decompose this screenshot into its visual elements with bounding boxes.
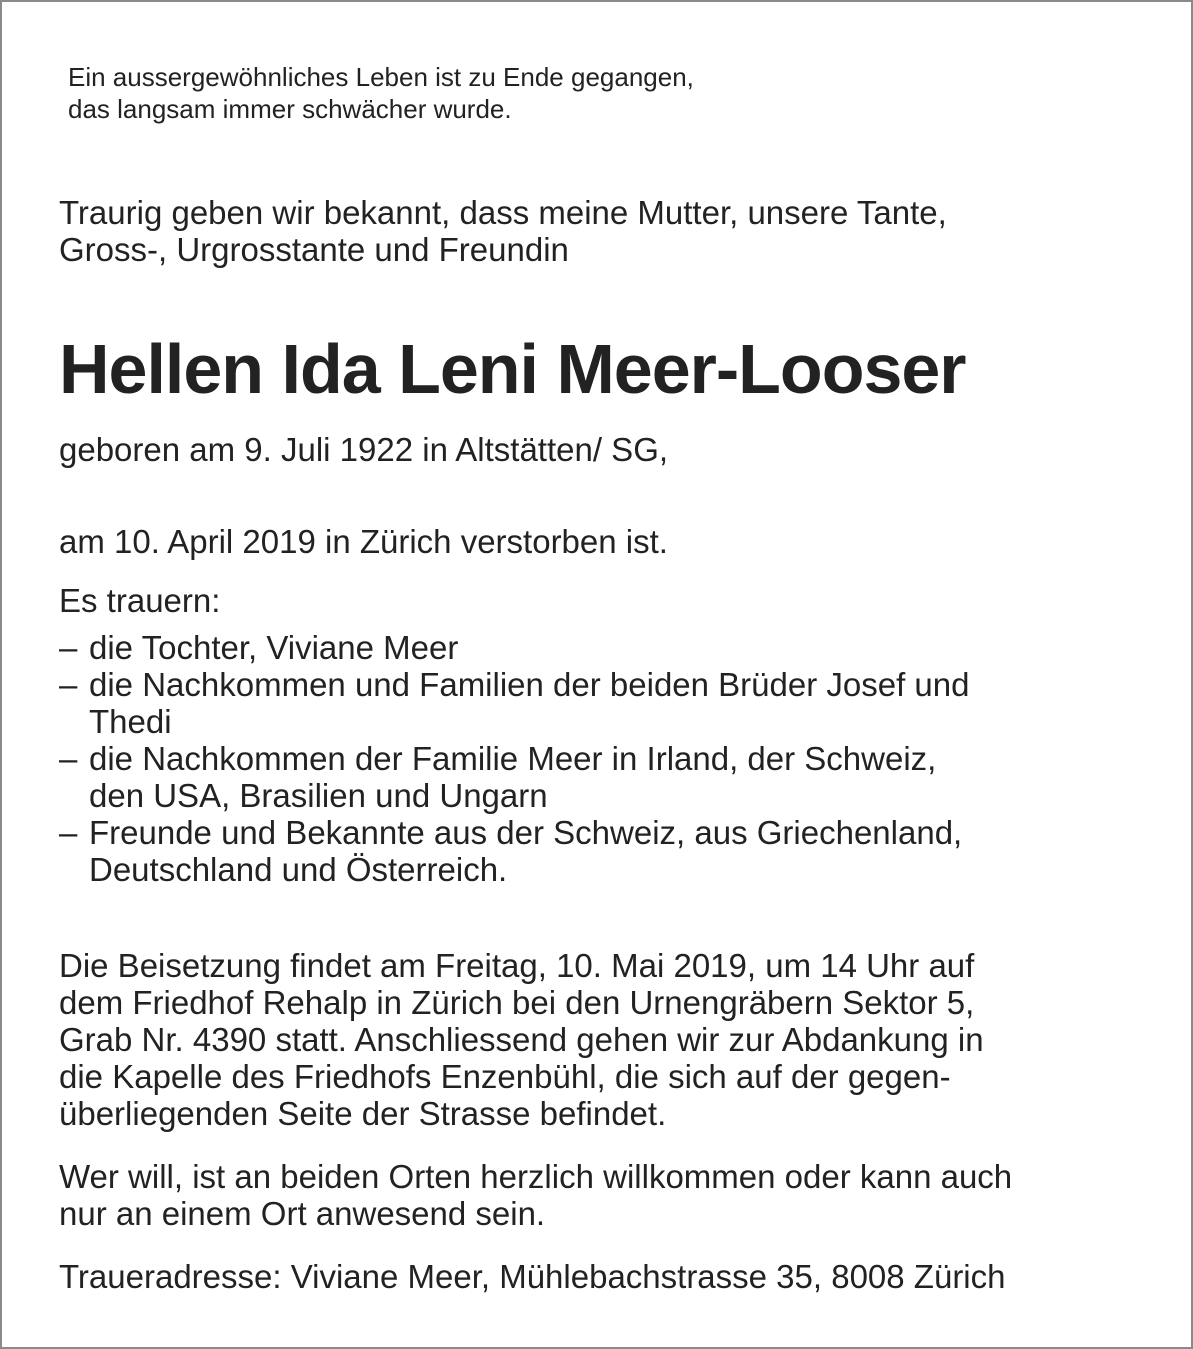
welcome-note-line: Wer will, ist an beiden Orten herzlich willkommen oder kann auch	[59, 1158, 1013, 1195]
mourner-line: den USA, Brasilien und Ungarn	[89, 777, 548, 814]
funeral-info-line: überliegenden Seite der Strasse befindet.	[59, 1095, 667, 1132]
mourner-line: Freunde und Bekannte aus der Schweiz, aus Griechenland,	[89, 814, 963, 851]
funeral-info-line: Grab Nr. 4390 statt. Anschliessend gehen wir zur Abdankung in	[59, 1021, 984, 1058]
funeral-info-line: Die Beisetzung findet am Freitag, 10. Mai 2019, um 14 Uhr auf	[59, 947, 975, 984]
dash-bullet: –	[59, 629, 78, 666]
mourner-item	[59, 629, 970, 666]
motto	[68, 61, 694, 125]
announcement-line: Traurig geben wir bekannt, dass meine Mutter, unsere Tante,	[59, 194, 947, 231]
mourner-line: Thedi	[89, 703, 172, 740]
mourner-item	[59, 666, 970, 740]
dash-bullet: –	[59, 740, 78, 777]
mourner-line: die Nachkommen der Familie Meer in Irland, der Schweiz,	[89, 740, 937, 777]
welcome-note	[59, 1158, 1012, 1232]
funeral-info-line: die Kapelle des Friedhofs Enzenbühl, die sich auf der gegen-	[59, 1058, 951, 1095]
funeral-info	[59, 947, 984, 1132]
mourning-address: Traueradresse: Viviane Meer, Mühlebachstrasse 35, 8008 Zürich	[59, 1258, 1006, 1295]
birth-line: geboren am 9. Juli 1922 in Altstätten/ SG,	[59, 431, 669, 468]
announcement	[59, 194, 947, 268]
mourners-list	[59, 629, 970, 888]
motto-line: das langsam immer schwächer wurde.	[68, 94, 512, 124]
mourner-line: die Tochter, Viviane Meer	[89, 629, 459, 666]
mourner-line: die Nachkommen und Familien der beiden Brüder Josef und	[89, 666, 970, 703]
mourner-item	[59, 740, 970, 814]
motto-line: Ein aussergewöhnliches Leben ist zu Ende gegangen,	[68, 62, 694, 92]
announcement-line: Gross-, Urgrosstante und Freundin	[59, 231, 569, 268]
mourner-item	[59, 814, 970, 888]
funeral-info-line: dem Friedhof Rehalp in Zürich bei den Urnengräbern Sektor 5,	[59, 984, 975, 1021]
mourners-heading: Es trauern:	[59, 582, 221, 619]
deceased-name: Hellen Ida Leni Meer-Looser	[59, 330, 966, 408]
death-line: am 10. April 2019 in Zürich verstorben ist.	[59, 523, 668, 560]
mourner-line: Deutschland und Österreich.	[89, 851, 508, 888]
dash-bullet: –	[59, 814, 78, 851]
dash-bullet: –	[59, 666, 78, 703]
welcome-note-line: nur an einem Ort anwesend sein.	[59, 1195, 546, 1232]
